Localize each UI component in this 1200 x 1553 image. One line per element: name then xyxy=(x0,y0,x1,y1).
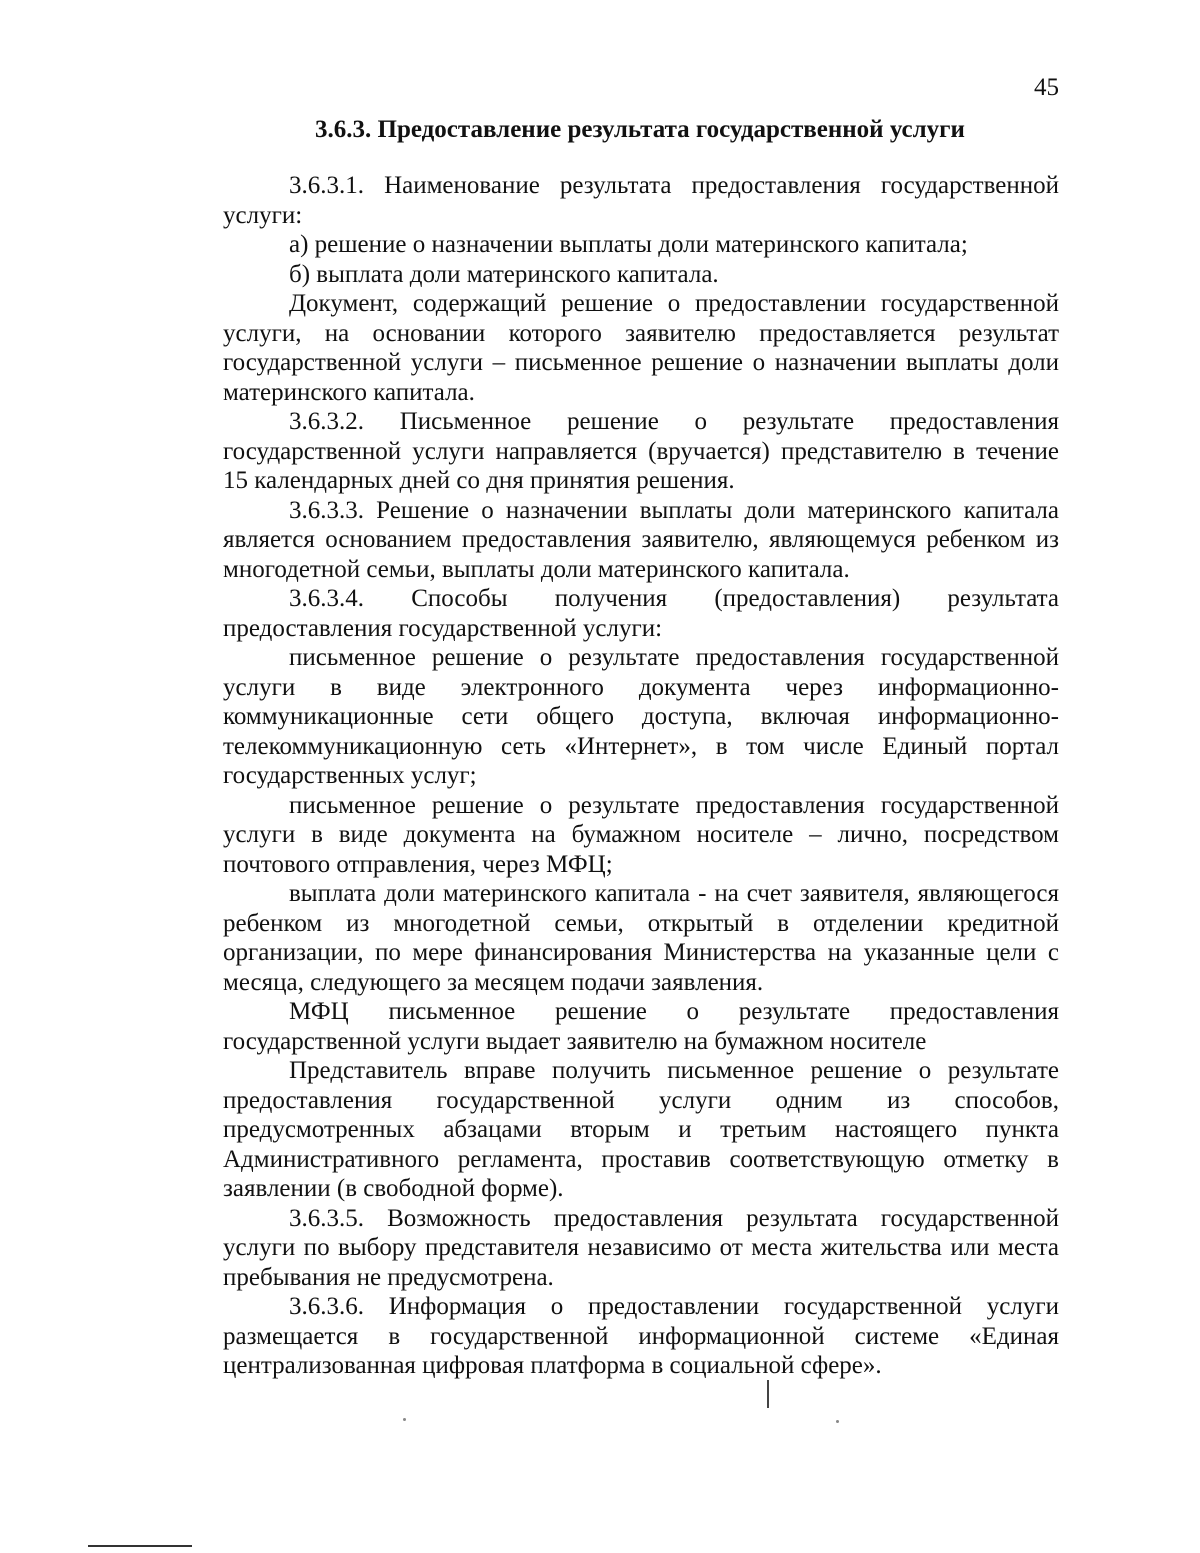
paragraph-3-6-3-2: 3.6.3.2. Письменное решение о результате предоставления государственной услуги направляется (вручается) представителю в течение 15 календарных дней со дня принятия решения. xyxy=(223,408,1059,494)
paragraph-3-6-3-5: 3.6.3.5. Возможность предоставления результата государственной услуги по выбору представителя независимо от места жительства или места пребывания не предусмотрена. xyxy=(223,1204,1059,1291)
scan-mark xyxy=(767,1380,769,1408)
page-number: 45 xyxy=(1034,74,1059,101)
paragraph-3-6-3-6: 3.6.3.6. Информация о предоставлении государственной услуги размещается в государственной информационной системе «Единая централизованная цифровая платформа в социальной сфере». xyxy=(223,1293,1059,1379)
scan-speck xyxy=(836,1420,839,1423)
scan-speck xyxy=(403,1418,406,1421)
section-heading: 3.6.3. Предоставление результата государственной услуги xyxy=(315,116,965,143)
paragraph-document: Документ, содержащий решение о предоставлении государственной услуги, на основании которого заявителю предоставляется результат государственной услуги – письменное решение о назначении выплаты доли материнского капитала. xyxy=(223,290,1059,406)
paragraph-method-electronic: письменное решение о результате предоставления государственной услуги в виде электронного документа через информационно-коммуникационные сети общего доступа, включая информационно-телекоммуникационную сеть «Интернет», в том числе Единый портал государственных услуг; xyxy=(223,644,1059,789)
bottom-rule xyxy=(88,1545,192,1547)
document-body xyxy=(223,171,1059,1381)
paragraph-3-6-3-1: 3.6.3.1. Наименование результата предоставления государственной услуги: xyxy=(223,172,1059,229)
paragraph-3-6-3-3: 3.6.3.3. Решение о назначении выплаты доли материнского капитала является основанием предоставления заявителю, являющемуся ребенком из многодетной семьи, выплаты доли материнского капитала. xyxy=(223,496,1059,583)
paragraph-mfc: МФЦ письменное решение о результате предоставления государственной услуги выдает заявителю на бумажном носителе xyxy=(223,998,1059,1055)
paragraph-item-a: а) решение о назначении выплаты доли материнского капитала; xyxy=(289,231,968,258)
paragraph-method-payment: выплата доли материнского капитала - на счет заявителя, являющегося ребенком из многодетной семьи, открытый в отделении кредитной организации, по мере финансирования Министерства на указанные цели с месяца, следующего за месяцем подачи заявления. xyxy=(223,880,1059,996)
paragraph-3-6-3-4: 3.6.3.4. Способы получения (предоставления) результата предоставления государственной услуги: xyxy=(223,585,1059,642)
paragraph-item-b: б) выплата доли материнского капитала. xyxy=(289,260,719,288)
paragraph-representative: Представитель вправе получить письменное решение о результате предоставления государственной услуги одним из способов, предусмотренных абзацами вторым и третьим настоящего пункта Административного регламента, проставив соответствующую отметку в заявлении (в свободной форме). xyxy=(223,1057,1059,1202)
paragraph-method-paper: письменное решение о результате предоставления государственной услуги в виде документа на бумажном носителе – лично, посредством почтового отправления, через МФЦ; xyxy=(223,791,1059,878)
